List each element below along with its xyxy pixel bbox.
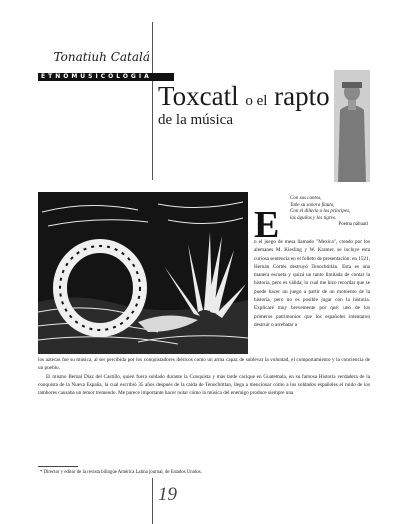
article-paragraph: El mismo Bernal Díaz del Castillo, quien fuera soldado durante la Conquista y más tarde cacique en Guatemala, en su famosa Historia verdadera de la conquista de la Nueva España, la cual escribió 35 años después de la caída de Tenochtitlan, llega a mencionar cómo a los soldados españoles el ruido de los tambores causaba un temor tremendo. Me parece importante hacer notar cómo la música del enemigo produce siempre una [38,373,370,397]
epigraph-line: Tañe su sonora flauta, [290,202,335,208]
epigraph-source: Poema náhuatl [338,222,368,228]
title-main: Toxcatl [158,81,239,111]
vertical-rule-bottom [152,478,153,524]
epigraph [290,196,368,229]
author-photo-image [334,70,370,182]
article-subtitle: de la música [158,112,233,128]
epigraph-line: Con el diluvio a los príncipes, [290,209,351,215]
footnote-rule [38,466,78,467]
article-column-right [254,238,370,329]
author-name: Tonatiuh Catalá [53,50,150,64]
article-title [158,83,328,115]
author-photo [334,70,370,182]
woodcut-image [38,192,248,354]
drop-cap: E [254,204,280,246]
title-word: rapto [274,81,330,111]
epigraph-line: Con sus cantos, [290,196,322,201]
article-paragraph: n el juego de mesa llamado "Mexica", creado por los alemanes M. Kiesling y W. Kramer, se incluye esta curiosa sentencia en el folleto de presentación: en 1521, Hernán Cortés destruyó Tenochtitlán. Esta es una manera escueta y quizá un tanto limitada de contar la historia, pero es válida; lo cual me hizo recordar que se puede hacer un juego a partir de un momento de la historia, pero no es posible jugar con la historia. Explicaré muy brevemente por qué: uno de los primeros patrimonios que los españoles intentaron destruir o arrebatar a [254,239,370,328]
article-column-full [38,356,370,397]
title-connector: o el [245,93,268,109]
article-paragraph: los aztecas fue su música, al ser percibida por los conquistadores ibéricos como un arma capaz de sublevar la voluntad, el comportamiento y la conciencia de un pueblo. [38,357,370,372]
page-number: 19 [158,484,177,505]
woodcut-illustration [38,192,248,354]
vertical-rule-top [152,22,153,180]
section-label: ETNOMUSICOLOGÍA [38,73,174,81]
footnote: * Director y editor de la revista bilingüe América Latina journal, de Estados Unidos. [40,470,202,475]
epigraph-line: las águilas y los tigres. [290,215,337,221]
